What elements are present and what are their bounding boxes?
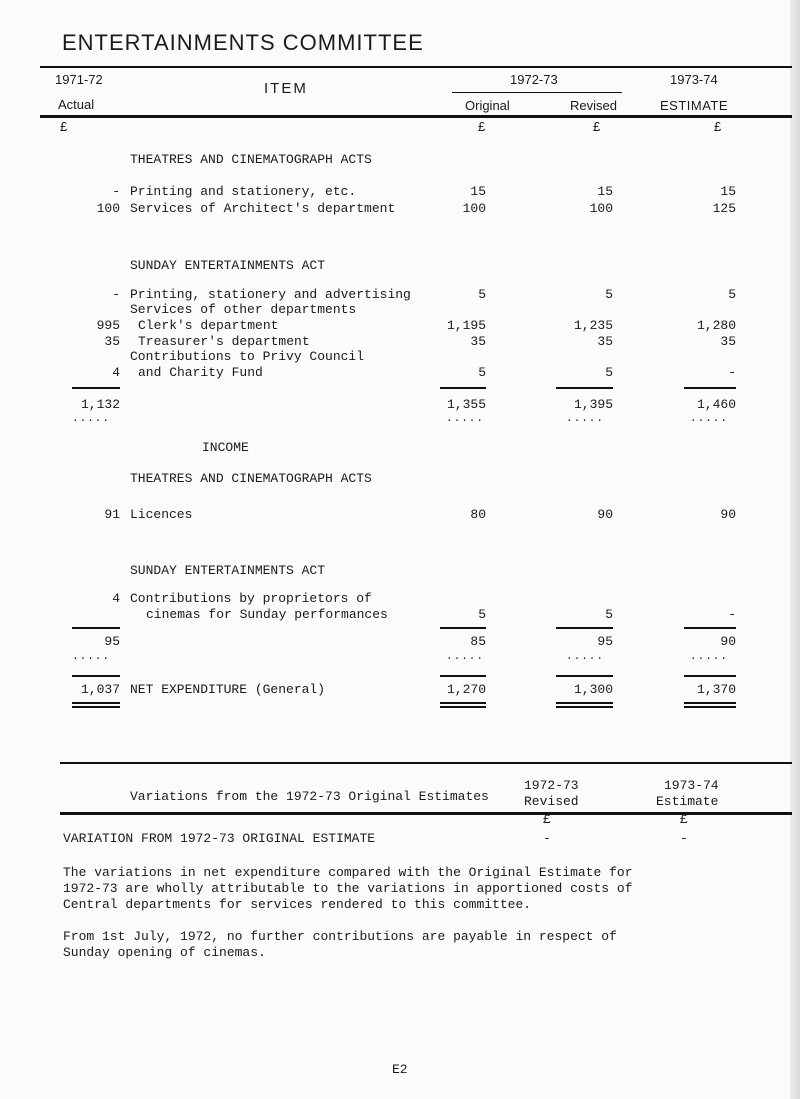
row-estimate: 15 xyxy=(720,184,736,199)
subtotal-rule xyxy=(440,627,486,629)
currency-estimate: £ xyxy=(714,119,722,134)
row-actual: 100 xyxy=(96,201,120,216)
total-rule xyxy=(440,675,486,677)
section-theatres-expenditure: THEATRES AND CINEMATOGRAPH ACTS xyxy=(130,152,372,167)
subtotal-rule xyxy=(556,627,613,629)
row-revised: 1,235 xyxy=(573,318,613,333)
header-actual: Actual xyxy=(58,97,95,112)
double-rule xyxy=(556,706,613,708)
row-revised: 5 xyxy=(605,287,613,302)
row-estimate: 35 xyxy=(720,334,736,349)
row-original: 80 xyxy=(470,507,486,522)
row-actual: 4 xyxy=(112,365,120,380)
total-rule xyxy=(684,675,736,677)
variations-header-label: Variations from the 1972-73 Original Estimates xyxy=(130,789,489,804)
subtotal-rule xyxy=(556,387,613,389)
variations-currency-1: £ xyxy=(543,812,551,827)
variations-paragraph-line: 1972-73 are wholly attributable to the variations in apportioned costs of xyxy=(63,881,633,896)
income-total-revised: 95 xyxy=(597,634,613,649)
variation-row-label: VARIATION FROM 1972-73 ORIGINAL ESTIMATE xyxy=(63,831,376,846)
subtotal-rule xyxy=(72,387,120,389)
double-rule xyxy=(440,706,486,708)
row-original: 35 xyxy=(470,334,486,349)
row-item: Treasurer's department xyxy=(138,334,310,349)
variation-row-value-1: - xyxy=(543,831,551,846)
net-expenditure-revised: 1,300 xyxy=(573,682,613,697)
double-rule xyxy=(72,702,120,704)
header-revised: Revised xyxy=(570,98,617,113)
currency-revised: £ xyxy=(593,119,601,134)
section-sunday-expenditure: SUNDAY ENTERTAINMENTS ACT xyxy=(130,258,326,273)
variations-col1-type: Revised xyxy=(524,794,579,809)
row-original: 5 xyxy=(478,287,486,302)
dotted-underline: ..... xyxy=(446,413,485,425)
variations-col2-type: Estimate xyxy=(656,794,719,809)
row-actual: 4 xyxy=(112,591,120,606)
double-rule xyxy=(440,702,486,704)
income-total-original: 85 xyxy=(470,634,486,649)
row-original: 5 xyxy=(478,607,486,622)
row-item: Printing, stationery and advertising xyxy=(130,287,411,302)
double-rule xyxy=(556,702,613,704)
currency-actual: £ xyxy=(60,119,68,134)
cinemas-paragraph-line: From 1st July, 1972, no further contributions are payable in respect of xyxy=(63,929,617,944)
variations-currency-2: £ xyxy=(680,812,688,827)
row-item: Licences xyxy=(130,507,193,522)
variations-col1-year: 1972-73 xyxy=(524,778,579,793)
net-expenditure-label: NET EXPENDITURE (General) xyxy=(130,682,326,697)
dotted-underline: ..... xyxy=(566,651,605,663)
row-revised: 5 xyxy=(605,365,613,380)
row-estimate: 125 xyxy=(712,201,736,216)
subtotal-actual: 1,132 xyxy=(80,397,120,412)
total-rule xyxy=(72,675,120,677)
row-revised: 100 xyxy=(589,201,613,216)
dotted-underline: ..... xyxy=(690,651,729,663)
double-rule xyxy=(72,706,120,708)
row-item: and Charity Fund xyxy=(138,365,263,380)
row-estimate: 5 xyxy=(728,287,736,302)
row-item: Contributions by proprietors of xyxy=(130,591,372,606)
row-actual: 91 xyxy=(104,507,120,522)
income-total-actual: 95 xyxy=(104,634,120,649)
total-rule xyxy=(556,675,613,677)
header-estimate: ESTIMATE xyxy=(660,98,729,113)
row-revised: 35 xyxy=(597,334,613,349)
row-item: Services of other departments xyxy=(130,302,357,317)
row-actual: - xyxy=(112,184,120,199)
subtotal-rule xyxy=(72,627,120,629)
double-rule xyxy=(684,706,736,708)
variation-row-value-2: - xyxy=(680,831,688,846)
subtotal-original: 1,355 xyxy=(446,397,486,412)
row-item: Services of Architect's department xyxy=(130,201,396,216)
row-item: cinemas for Sunday performances xyxy=(146,607,388,622)
page-title: ENTERTAINMENTS COMMITTEE xyxy=(62,30,424,55)
header-bottom-rule xyxy=(40,115,792,118)
row-estimate: 1,280 xyxy=(696,318,736,333)
dotted-underline: ..... xyxy=(566,413,605,425)
row-original: 100 xyxy=(462,201,486,216)
row-revised: 90 xyxy=(597,507,613,522)
dotted-underline: ..... xyxy=(446,651,485,663)
variations-col2-year: 1973-74 xyxy=(664,778,719,793)
subtotal-rule xyxy=(440,387,486,389)
subtotal-revised: 1,395 xyxy=(573,397,613,412)
row-item: Printing and stationery, etc. xyxy=(130,184,357,199)
dotted-underline: ..... xyxy=(72,651,111,663)
header-1972: 1972-73 xyxy=(510,72,558,87)
subtotal-estimate: 1,460 xyxy=(696,397,736,412)
header-1973: 1973-74 xyxy=(670,72,718,87)
page-number: E2 xyxy=(392,1062,408,1077)
row-original: 15 xyxy=(470,184,486,199)
net-expenditure-original: 1,270 xyxy=(446,682,486,697)
net-expenditure-actual: 1,037 xyxy=(80,682,120,697)
variations-paragraph-line: Central departments for services rendered to this committee. xyxy=(63,897,532,912)
header-1971: 1971-72 xyxy=(55,72,103,87)
dotted-underline: ..... xyxy=(72,413,111,425)
variations-paragraph-line: The variations in net expenditure compared with the Original Estimate for xyxy=(63,865,633,880)
subtotal-rule xyxy=(684,387,736,389)
row-original: 1,195 xyxy=(446,318,486,333)
header-item: ITEM xyxy=(264,80,308,97)
row-estimate: 90 xyxy=(720,507,736,522)
row-actual: 995 xyxy=(96,318,120,333)
header-1972-rule xyxy=(452,92,622,93)
row-revised: 15 xyxy=(597,184,613,199)
subtotal-rule xyxy=(684,627,736,629)
row-actual: 35 xyxy=(104,334,120,349)
row-estimate: - xyxy=(728,365,736,380)
double-rule xyxy=(684,702,736,704)
currency-original: £ xyxy=(478,119,486,134)
section-income: INCOME xyxy=(202,440,249,455)
cinemas-paragraph-line: Sunday opening of cinemas. xyxy=(63,945,266,960)
header-original: Original xyxy=(465,98,510,113)
section-sunday-income: SUNDAY ENTERTAINMENTS ACT xyxy=(130,563,326,578)
section-theatres-income: THEATRES AND CINEMATOGRAPH ACTS xyxy=(130,471,372,486)
variations-top-rule xyxy=(60,762,792,764)
row-actual: - xyxy=(112,287,120,302)
dotted-underline: ..... xyxy=(690,413,729,425)
page-edge-shadow xyxy=(790,0,800,1099)
row-item: Contributions to Privy Council xyxy=(130,349,365,364)
header-top-rule xyxy=(40,66,792,68)
net-expenditure-estimate: 1,370 xyxy=(696,682,736,697)
income-total-estimate: 90 xyxy=(720,634,736,649)
row-revised: 5 xyxy=(605,607,613,622)
row-item: Clerk's department xyxy=(138,318,279,333)
row-original: 5 xyxy=(478,365,486,380)
row-estimate: - xyxy=(728,607,736,622)
